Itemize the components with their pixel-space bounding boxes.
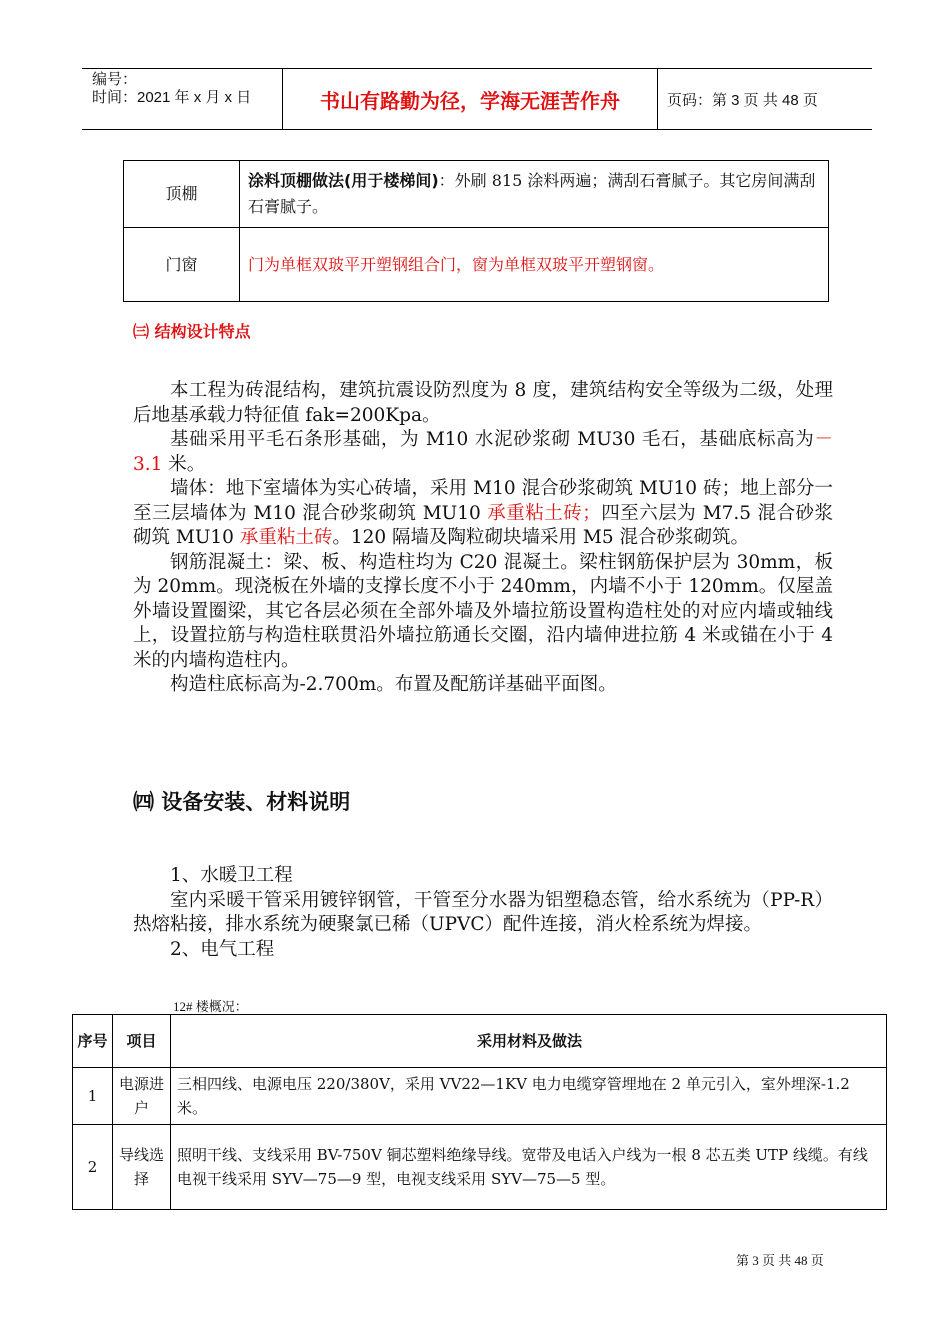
paragraph: 室内采暖干管采用镀锌钢管，干管至分水器为铝塑稳态管，给水系统为（PP-R）热熔粘接，排水系统为硬聚氯已稀（UPVC）配件连接，消火栓系统为焊接。	[133, 889, 833, 935]
col-header-no: 序号	[73, 1015, 113, 1068]
paragraph-text: 墙体：地下室墙体为实心砖墙，采用 M10 混合砂浆砌筑 MU10 砖；地上部分一至三层墙体为 M10 混合砂浆砌筑 MU10	[133, 478, 833, 524]
section-3-body	[133, 379, 833, 698]
col-header-desc: 采用材料及做法	[171, 1015, 887, 1068]
row-label: 顶棚	[124, 161, 240, 228]
paragraph-text: 基础采用平毛石条形基础，为 M10 水泥砂浆砌 MU30 毛石，基础底标高为	[170, 429, 815, 450]
ceiling-method-text: ：外刷 815 涂料两遍；满刮石膏腻子。其它房间满刮石膏腻子。	[248, 171, 816, 216]
building-note: 12# 楼概况：	[173, 999, 248, 1014]
row-content: 门为单框双玻平开塑钢组合门，窗为单框双玻平开塑钢窗。	[240, 228, 829, 302]
page-header	[82, 68, 872, 130]
highlight-text: 承重粘土砖	[239, 527, 333, 548]
row-item: 电源进户	[113, 1068, 171, 1125]
section-3-title: ㈢ 结构设计特点	[133, 322, 251, 341]
paragraph: 本工程为砖混结构，建筑抗震设防烈度为 8 度，建筑结构安全等级为二级，处理后地基承载力特征值 fak=200Kpa。	[133, 380, 833, 426]
col-header-item: 项目	[113, 1015, 171, 1068]
paragraph-text: 米。	[162, 453, 206, 475]
row-desc: 三相四线、电源电压 220/380V，采用 VV22—1KV 电力电缆穿管埋地在 2 单元引入，室外埋深-1.2 米。	[171, 1068, 887, 1125]
row-item: 导线选择	[113, 1125, 171, 1210]
page-footer: 第 3 页 共 48 页	[736, 1253, 824, 1268]
paragraph: 钢筋混凝土：梁、板、构造柱均为 C20 混凝土。梁柱钢筋保护层为 30mm，板为 20mm。现浇板在外墙的支撑长度不小于 240mm，内墙不小于 120mm。仅屋盖外墙设置圈梁，其它各层必须在全部外墙及外墙拉筋设置构造柱处的对应内墙或轴线上，设置拉筋与构造柱联贯沿外墙拉筋通长交圈，沿内墙伸进拉筋 4 米或锚在小于 4 米的内墙构造柱内。	[133, 551, 833, 671]
elevation-value: －3.1	[133, 429, 833, 475]
electrical-table	[72, 1014, 887, 1210]
table-row	[73, 1068, 887, 1125]
paragraph-text: 四至六层为 M7.5 混合砂浆砌筑 MU10	[133, 502, 833, 548]
paragraph: 构造柱底标高为-2.700m。布置及配筋详基础平面图。	[170, 674, 617, 695]
row-desc: 照明干线、支线采用 BV-750V 铜芯塑料绝缘导线。宽带及电话入户线为一根 8 芯五类 UTP 线缆。有线电视干线采用 SYV—75—9 型，电视支线采用 SYV—75—5 型。	[171, 1125, 887, 1210]
highlight-text: 承重粘土砖；	[487, 502, 601, 524]
paragraph	[133, 428, 833, 477]
paragraph-text: 。120 隔墙及陶粒砌块墙采用 M5 混合砂浆砌筑。	[332, 527, 750, 548]
doc-number-label: 编号：	[92, 71, 138, 88]
paragraph	[133, 477, 833, 551]
header-motto: 书山有路勤为径，学海无涯苦作舟	[282, 69, 658, 129]
table-row	[124, 228, 829, 302]
table-row	[73, 1125, 887, 1210]
table-header-row	[73, 1015, 887, 1068]
finishes-table	[123, 160, 829, 302]
table-row	[124, 161, 829, 228]
row-label: 门窗	[124, 228, 240, 302]
row-no: 1	[73, 1068, 113, 1125]
header-meta	[82, 69, 282, 129]
row-content	[240, 161, 829, 228]
ceiling-method-title: 涂料顶棚做法(用于楼梯间)	[248, 171, 439, 190]
section-4-title: ㈣ 设备安装、材料说明	[133, 790, 351, 814]
doc-date: 时间：2021 年 x 月 x 日	[92, 89, 252, 106]
subheading: 1、水暖卫工程	[170, 865, 293, 886]
row-no: 2	[73, 1125, 113, 1210]
subheading: 2、电气工程	[170, 938, 275, 960]
section-4-body	[133, 864, 833, 962]
header-page-info: 页码：第 3 页 共 48 页	[667, 91, 818, 109]
